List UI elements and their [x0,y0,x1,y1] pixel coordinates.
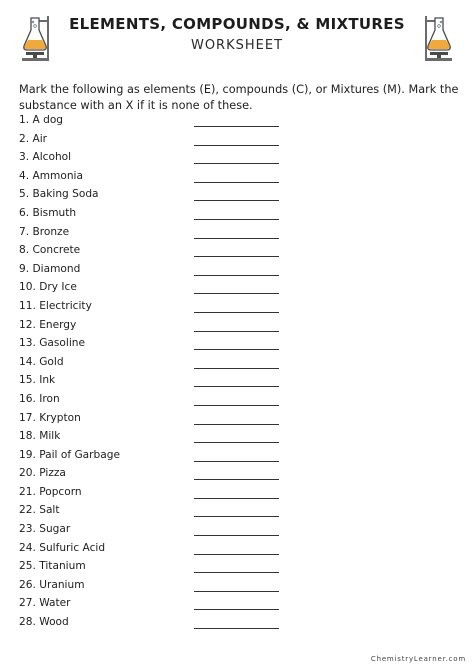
question-label: 13. Gasoline [19,337,86,350]
answer-blank[interactable] [194,200,279,201]
question-label: 14. Gold [19,355,64,368]
question-item [19,243,459,262]
worksheet-header [0,0,474,70]
question-label: 21. Popcorn [19,485,82,498]
answer-blank[interactable] [194,368,279,369]
question-item [19,318,459,337]
question-item [19,225,459,244]
footer-brand: ChemistryLearner.com [370,655,466,663]
question-label: 24. Sulfuric Acid [19,541,106,554]
question-item [19,615,459,634]
question-item [19,299,459,318]
question-label: 10. Dry Ice [19,281,77,294]
question-item [19,206,459,225]
answer-blank[interactable] [194,182,279,183]
question-item [19,150,459,169]
question-label: 26. Uranium [19,578,85,591]
lab-flask-right-icon [424,14,454,62]
answer-blank[interactable] [194,349,279,350]
question-item [19,355,459,374]
question-label: 15. Ink [19,374,56,387]
question-label: 19. Pail of Garbage [19,448,120,461]
question-item [19,485,459,504]
question-label: 20. Pizza [19,467,66,480]
answer-blank[interactable] [194,572,279,573]
instructions-line-2: substance with an X if it is none of these. [19,98,253,112]
question-item [19,522,459,541]
answer-blank[interactable] [194,293,279,294]
answer-blank[interactable] [194,424,279,425]
question-item [19,503,459,522]
question-label: 3. Alcohol [19,151,72,164]
question-item [19,187,459,206]
question-item [19,132,459,151]
question-label: 25. Titanium [19,560,86,573]
question-item [19,541,459,560]
question-item [19,429,459,448]
worksheet-title: ELEMENTS, COMPOUNDS, & MIXTURES [69,15,405,33]
question-label: 5. Baking Soda [19,188,99,201]
question-item [19,578,459,597]
answer-blank[interactable] [194,516,279,517]
question-label: 12. Energy [19,318,77,331]
question-label: 11. Electricity [19,299,92,312]
question-label: 6. Bismuth [19,206,77,219]
question-label: 4. Ammonia [19,169,83,182]
answer-blank[interactable] [194,628,279,629]
answer-blank[interactable] [194,386,279,387]
answer-blank[interactable] [194,275,279,276]
answer-blank[interactable] [194,312,279,313]
answer-blank[interactable] [194,405,279,406]
question-label: 23. Sugar [19,523,71,536]
question-label: 28. Wood [19,616,69,629]
worksheet-instructions [19,82,459,113]
question-label: 8. Concrete [19,244,81,257]
question-label: 18. Milk [19,430,61,443]
question-label: 2. Air [19,132,48,145]
question-label: 9. Diamond [19,262,81,275]
answer-blank[interactable] [194,554,279,555]
question-item [19,113,459,132]
question-label: 7. Bronze [19,225,70,238]
question-item [19,596,459,615]
question-item [19,559,459,578]
question-label: 22. Salt [19,504,60,517]
instructions-line-1: Mark the following as elements (E), compounds (C), or Mixtures (M). Mark the [19,83,459,96]
question-item [19,392,459,411]
answer-blank[interactable] [194,219,279,220]
question-item [19,373,459,392]
worksheet-subtitle: WORKSHEET [190,38,284,53]
answer-blank[interactable] [194,461,279,462]
question-item [19,262,459,281]
answer-blank[interactable] [194,498,279,499]
answer-blank[interactable] [194,238,279,239]
question-item [19,169,459,188]
question-label: 16. Iron [19,392,60,405]
answer-blank[interactable] [194,126,279,127]
question-label: 17. Krypton [19,411,81,424]
question-item [19,411,459,430]
answer-blank[interactable] [194,163,279,164]
question-item [19,280,459,299]
question-item [19,448,459,467]
question-item [19,336,459,355]
answer-blank[interactable] [194,256,279,257]
answer-blank[interactable] [194,591,279,592]
answer-blank[interactable] [194,331,279,332]
answer-blank[interactable] [194,609,279,610]
answer-blank[interactable] [194,145,279,146]
question-list [19,113,459,634]
question-item [19,466,459,485]
question-label: 1. A dog [19,114,64,126]
question-label: 27. Water [19,597,71,610]
answer-blank[interactable] [194,535,279,536]
answer-blank[interactable] [194,442,279,443]
answer-blank[interactable] [194,479,279,480]
